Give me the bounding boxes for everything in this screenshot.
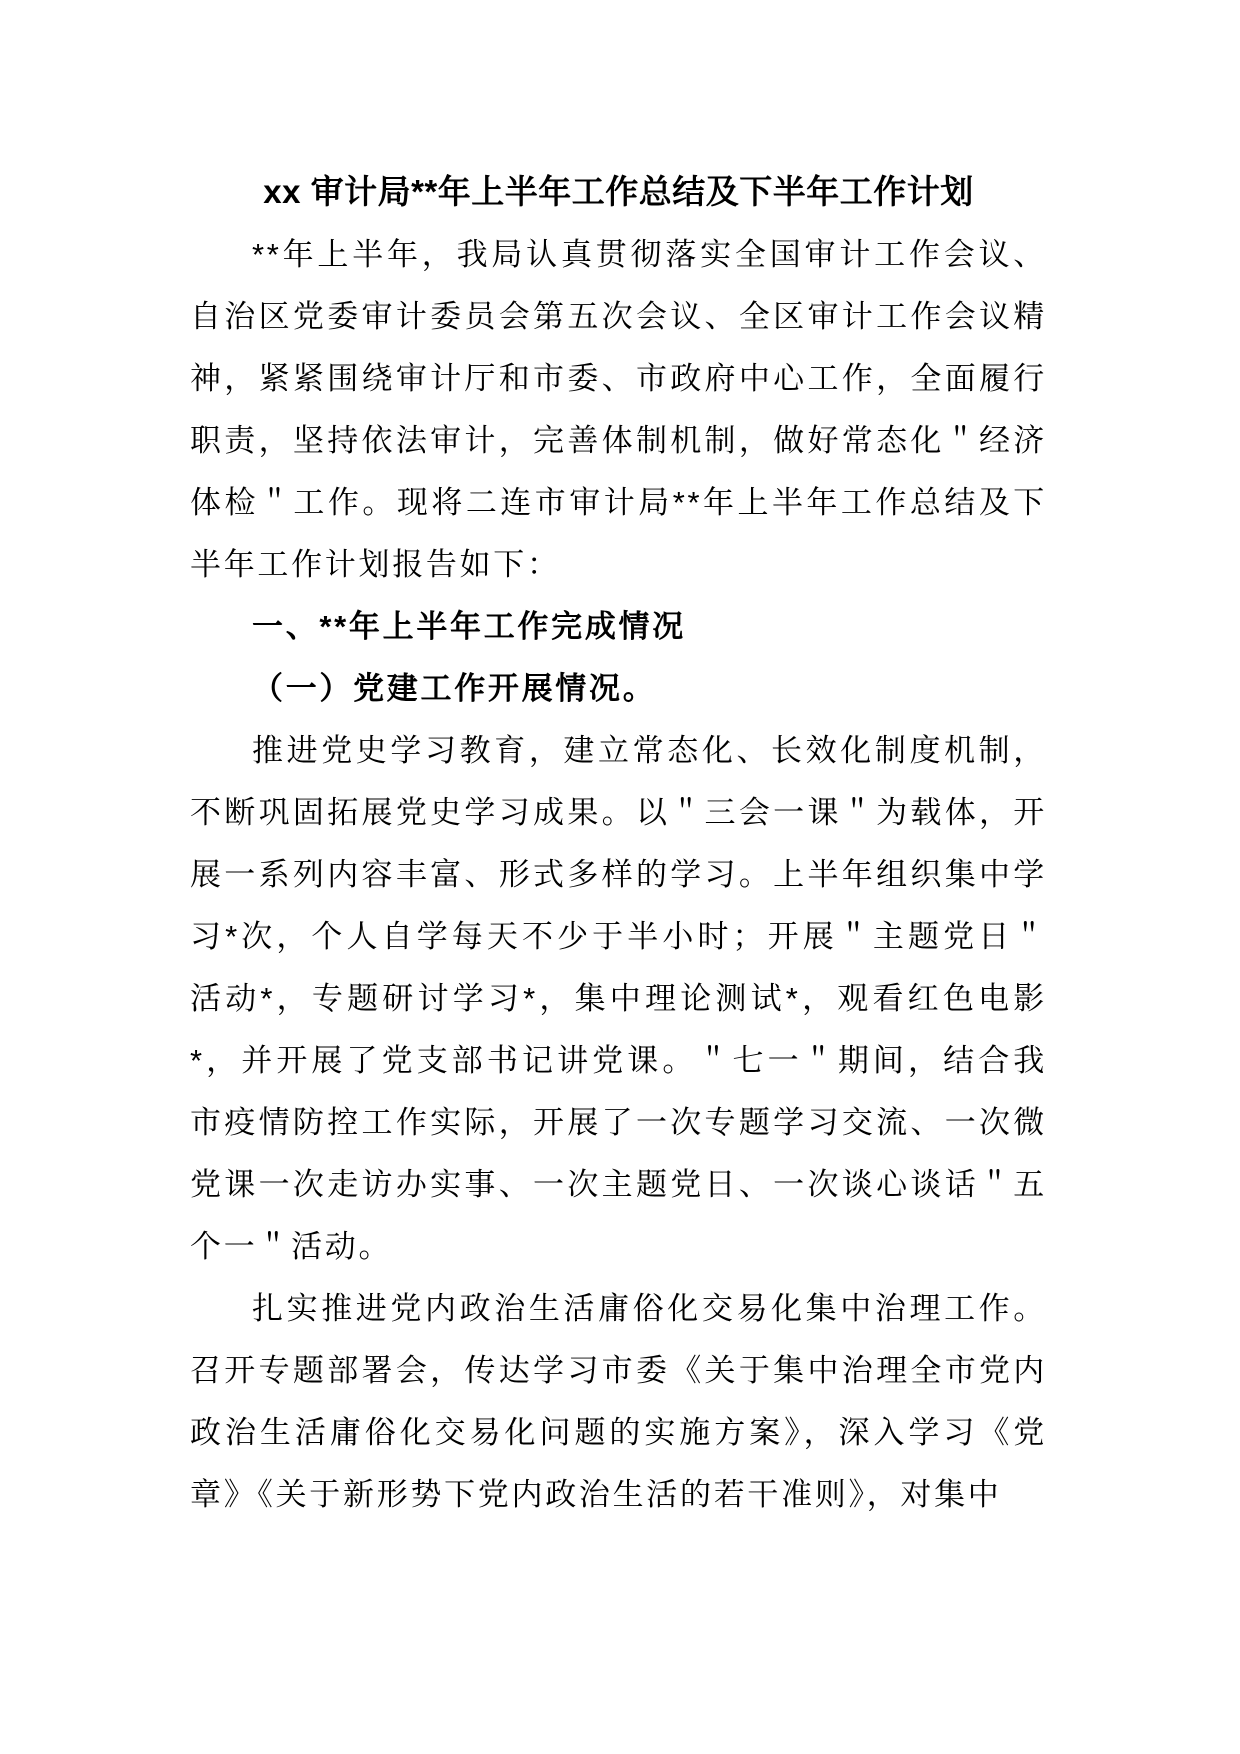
subsection-heading-party-building: （一）党建工作开展情况。 [252, 671, 657, 706]
paragraph-party-history-education: 推进党史学习教育，建立常态化、长效化制度机制，不断巩固拓展党史学习成果。以＂三会一课＂为载体，开展一系列内容丰富、形式多样的学习。上半年组织集中学习*次，个人自学每天不少于半小时；开展＂主题党日＂活动*，专题研讨学习*，集中理论测试*，观看红色电影*，并开展了党支部书记讲党课。＂七一＂期间，结合我市疫情防控工作实际，开展了一次专题学习交流、一次微党课一次走访办实事、一次主题党日、一次谈心谈话＂五个一＂活动。 [190, 733, 1047, 1264]
document-title: xx 审计局**年上半年工作总结及下半年工作计划 [263, 173, 974, 210]
paragraph-intro: **年上半年，我局认真贯彻落实全国审计工作会议、自治区党委审计委员会第五次会议、全区审计工作会议精神，紧紧围绕审计厅和市委、市政府中心工作，全面履行职责，坚持依法审计，完善体制机制，做好常态化＂经济体检＂工作。现将二连市审计局**年上半年工作总结及下半年工作计划报告如下： [190, 237, 1047, 582]
section-heading-first-half-completion: 一、**年上半年工作完成情况 [252, 609, 686, 644]
paragraph-political-life-governance: 扎实推进党内政治生活庸俗化交易化集中治理工作。召开专题部署会，传达学习市委《关于集中治理全市党内政治生活庸俗化交易化问题的实施方案》，深入学习《党章》《关于新形势下党内政治生活的若干准则》，对集中 [190, 1291, 1047, 1512]
